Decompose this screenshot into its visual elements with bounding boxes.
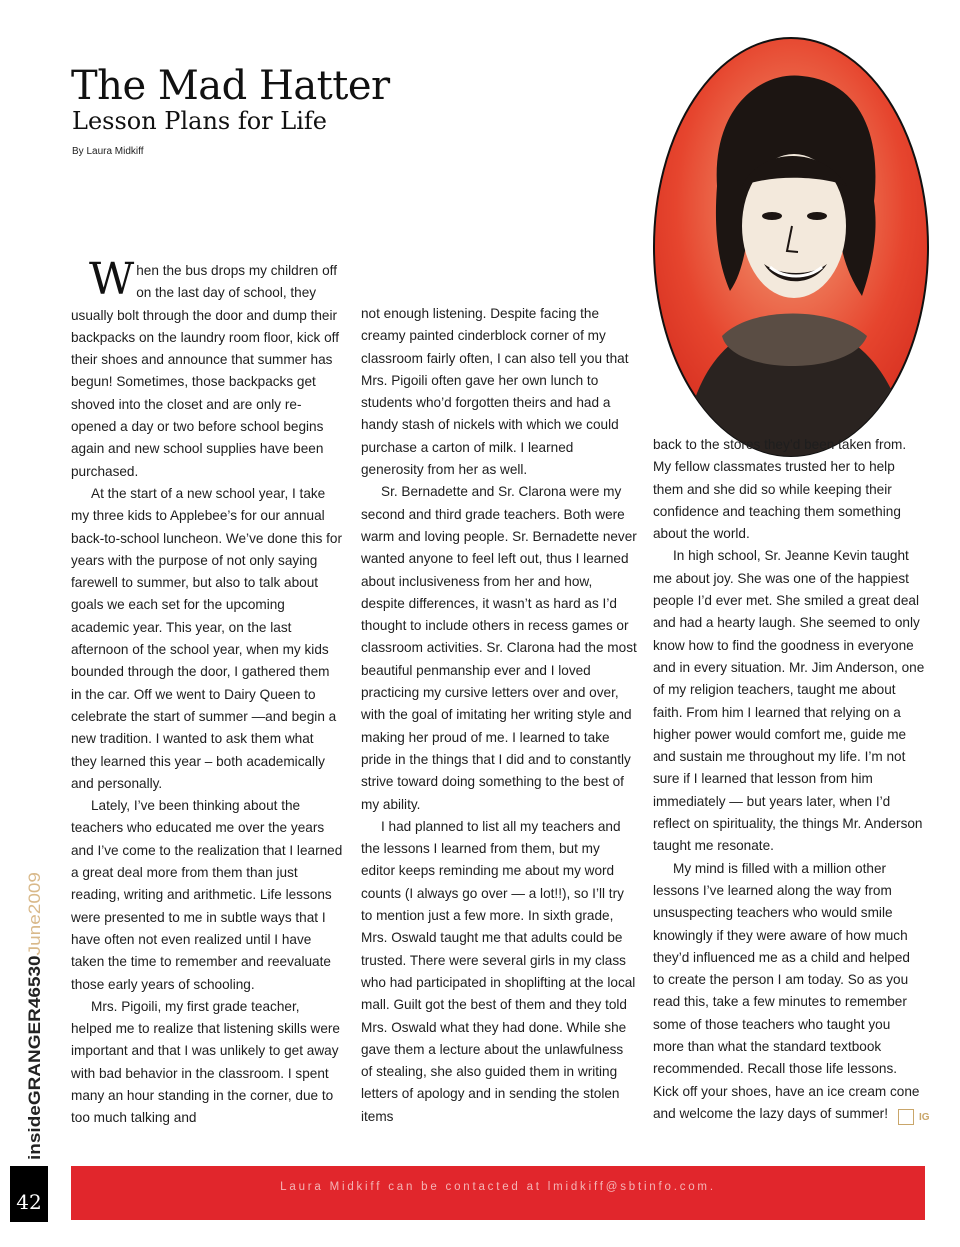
paragraph [71, 254, 343, 483]
paragraph: At the start of a new school year, I take my three kids to Applebee’s for our annual back-to-school luncheon. We’ve done this for years with the purpose of not only saying farewell to summer, but also to talk about goals we each set for the upcoming academic year. This year, on the last afternoon of the school year, when my kids bounded through the door, I gathered them in the car. Off we went to Dairy Queen to celebrate the start of summer —and begin a new tradition. I wanted to ask them what they learned this year – both academically and personally. [71, 485, 343, 791]
magazine-spine [22, 870, 46, 1160]
paragraph: I had planned to list all my teachers and the lessons I learned from them, but my editor keeps reminding me about my word counts (I always go over — a lot!!), so I’ll try to mention just a few more. In sixth grade, Mrs. Oswald taught me that adults could be trusted. There were several girls in my class who had participated in shoplifting at the local mall. Guilt got the best of them and they told Mrs. Oswald what they had done. While she gave them a lecture about the unlawfulness of stealing, she also guided them in writing letters of apology and in sending the stolen items [361, 818, 636, 1124]
paragraph: not enough listening. Despite facing the creamy painted cinderblock corner of my classroom fairly often, I can also tell you that Mrs. Pigoili often gave her own lunch to students who’d forgotten theirs and had a handy stash of nickels with which we could purchase a carton of milk. I learned generosity from her as well. [361, 306, 629, 478]
spine-magazine-name: insideGRANGER46530 [25, 976, 44, 1160]
paragraph: Sr. Bernadette and Sr. Clarona were my second and third grade teachers. Both were warm and loving people. Sr. Bernadette never wanted anyone to feel left out, thus I learned about inclusiveness from her and how, despite differences, it wasn’t as hard as I’d thought to include others in recess games or classroom activities. Sr. Clarona had the most beautiful penmanship ever and I loved practicing my cursive letters over and over, with the goal of imitating her writing style and making her proud of me. I learned to take pride in the things that I did and to constantly strive toward doing something to the best of my ability. [361, 484, 637, 812]
paragraph: In high school, Sr. Jeanne Kevin taught me about joy. She was one of the happiest people I’d ever met. She smiled a great deal and had a hearty laugh. She seemed to only know how to find the goodness in everyone and in every situation. Mr. Jim Anderson, one of my religion teachers, taught me about faith. From him I learned that relying on a higher power would comfort me, guide me and sustain me throughout my life. I’m not sure if I learned that lesson from him immediately — but years later, when I’d reflect on spirituality, the things Mr. Anderson taught me resonate. [653, 548, 925, 854]
article-subtitle: Lesson Plans for Life [72, 107, 327, 135]
article-column-2 [361, 303, 637, 1128]
paragraph: Lately, I’ve been thinking about the teachers who educated me over the years and I’ve come to the realization that I learned a great deal more from them than just reading, writing and arithmetic. Life lessons were presented to me in subtle ways that I have often not even realized until I have taken the time to remember and reevaluate those early years of schooling. [71, 798, 343, 992]
byline: By Laura Midkiff [72, 146, 144, 157]
spine-issue-date: June2009 [25, 880, 44, 956]
footer-bar [71, 1166, 925, 1220]
page-number: 42 [16, 1190, 42, 1214]
footer-contact-text: Laura Midkiff can be contacted at lmidkiff@sbtinfo.com. [280, 1181, 716, 1193]
article-column-3 [653, 434, 930, 1125]
paragraph-text: My mind is filled with a million other lessons I’ve learned along the way from unsuspecting teachers who would smile knowingly if they were aware of how much they’d influenced me as a child and helped to create the person I am today. So as you read this, take a few minutes to remember some of those teachers who taught you more than what the standard textbook recommended. Recall those life lessons. Kick off your shoes, have an ice cream cone and welcome the lazy days of summer! [653, 860, 920, 1121]
author-portrait [652, 36, 930, 458]
paragraph [653, 858, 930, 1126]
page-number-box [10, 1166, 48, 1222]
paragraph: back to the stores they’d been taken from. My fellow classmates trusted her to help them and she did so while keeping their confidence and teaching them something about the world. [653, 437, 907, 542]
svg-text:insideGRANGER46530June2009 [25, 872, 44, 1160]
article-column-1 [71, 254, 343, 1130]
ig-end-mark-icon: IG [898, 1109, 914, 1125]
paragraph-text: hen the bus drops my children off on the last day of school, they usually bolt through the door and dump their backpacks on the laundry room floor, kick off their shoes and announce that summer has begun! Sometimes, those backpacks get shoved into the closet and are only re-opened a day or two before school begins again and new school supplies have been purchased. [71, 263, 339, 479]
paragraph: Mrs. Pigoili, my first grade teacher, helped me to realize that listening skills were important and that I was unlikely to get away with bad behavior in the classroom. I spent many an hour standing in the corner, due to too much talking and [71, 998, 340, 1126]
article-title: The Mad Hatter [71, 63, 390, 109]
drop-cap: W [89, 254, 135, 305]
